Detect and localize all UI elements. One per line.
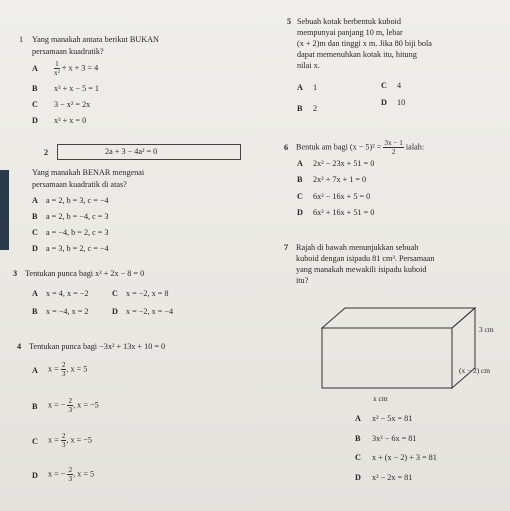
q4-c-rest: , x = −5 <box>66 435 93 445</box>
q1-stem-line2: persamaan kuadratik? <box>32 47 104 56</box>
q5-line2: mempunyai panjang 10 m, lebar <box>297 28 403 37</box>
q1-option-b-letter: B <box>32 84 38 93</box>
q7-option-d-letter: D <box>355 473 361 482</box>
q5-line4: dapat memenuhkan kotak itu, hitung <box>297 50 417 59</box>
q4-d-num: 2 <box>68 466 73 474</box>
q4-option-c: x = $\frac{2}{3}$ , x = −5 <box>48 432 93 449</box>
q2-stem-line1: Yang manakah BENAR mengenai <box>32 168 145 177</box>
q5-line5: nilai x. <box>297 61 320 70</box>
q2-option-a: a = 2, b = 3, c = −4 <box>46 196 109 205</box>
q4-stem: Tentukan punca bagi −3x² + 13x + 10 = 0 <box>29 342 166 351</box>
q3-option-c-letter: C <box>112 289 118 298</box>
q4-number: 4 <box>17 342 22 351</box>
q1-option-c: 3 − x² = 2x <box>54 100 91 109</box>
cuboid-top-face <box>322 308 475 328</box>
q3-option-b-letter: B <box>32 307 38 316</box>
q4-b-num: 2 <box>68 397 73 405</box>
q2-option-b-letter: B <box>32 212 38 221</box>
q7-option-a: x² − 5x = 81 <box>372 414 413 423</box>
q4-d-rest: , x = 5 <box>73 469 95 479</box>
q2-option-c: a = −4, b = 2, c = 3 <box>46 228 109 237</box>
q4-b-rest: , x = −5 <box>73 400 99 410</box>
q7-option-c-letter: C <box>355 453 361 462</box>
q7-option-c: x + (x − 2) + 3 = 81 <box>372 453 437 462</box>
q2-option-c-letter: C <box>32 228 38 237</box>
q1-a-den: x² <box>54 69 60 77</box>
cuboid-width-label: x cm <box>373 394 388 403</box>
q3-number: 3 <box>13 269 18 278</box>
q3-stem: Tentukan punca bagi x² + 2x − 8 = 0 <box>25 269 145 278</box>
q1-option-a <box>54 60 98 77</box>
q6-option-a-letter: A <box>297 159 303 168</box>
q6-option-c-letter: C <box>297 192 303 201</box>
q1-option-d: x³ + x = 0 <box>54 116 87 125</box>
q6-frac-num: 3x − 1 <box>384 139 403 147</box>
q4-a-rest: , x = 5 <box>66 364 88 374</box>
q6-option-a: 2x² − 23x + 51 = 0 <box>313 159 375 168</box>
q2-option-b: a = 2, b = −4, c = 3 <box>46 212 109 221</box>
q7-line2: kuboid dengan isipadu 81 cm³. Persamaan <box>296 254 435 263</box>
q1-a-num: 1 <box>55 60 59 68</box>
q2-option-d: a = 3, b = 2, c = −4 <box>46 244 109 253</box>
q2-stem-line2: persamaan kuadratik di atas? <box>32 180 127 189</box>
q6-number: 6 <box>284 143 289 152</box>
q5-option-d: 10 <box>397 98 406 107</box>
q5-option-c: 4 <box>397 81 402 90</box>
q6-stem-pre: Bentuk am bagi (x − 5)² = <box>296 142 382 152</box>
q4-c-num: 2 <box>61 432 66 440</box>
q4-a-num: 2 <box>61 361 66 369</box>
q5-option-a: 1 <box>313 83 318 92</box>
q5-option-d-letter: D <box>381 98 387 107</box>
q6-option-d-letter: D <box>297 208 303 217</box>
q6-option-b-letter: B <box>297 175 303 184</box>
q3-option-c: x = −2, x = 8 <box>126 289 169 298</box>
q6-option-d: 6x² + 16x + 51 = 0 <box>313 208 375 217</box>
q2-number: 2 <box>44 148 49 157</box>
q3-option-d-letter: D <box>112 307 118 316</box>
q6-stem-post: ialah: <box>405 142 425 152</box>
q4-option-c-letter: C <box>32 437 38 446</box>
q7-option-a-letter: A <box>355 414 361 423</box>
q3-option-b: x = −4, x = 2 <box>46 307 89 316</box>
q5-line3: (x + 2)m dan tinggi x m. Jika 80 biji bola <box>297 39 432 48</box>
q4-option-b: x = − $\frac{2}{3}$ , x = −5 <box>48 397 99 414</box>
q6-option-b: 2x² + 7x + 1 = 0 <box>313 175 367 184</box>
q4-a-den: 3 <box>61 370 66 378</box>
q1-option-c-letter: C <box>32 100 38 109</box>
q7-option-d: x² − 2x = 81 <box>372 473 413 482</box>
q7-option-b-letter: B <box>355 434 361 443</box>
q2-equation: 2a + 3 − 4a² = 0 <box>105 147 158 156</box>
q4-option-d-letter: D <box>32 471 38 480</box>
q6-frac-den: 2 <box>391 148 396 156</box>
q7-option-b: 3x² − 6x = 81 <box>372 434 417 443</box>
q5-line1: Sebuah kotak berbentuk kuboid <box>297 17 401 26</box>
q4-option-a-letter: A <box>32 366 38 375</box>
q1-option-d-letter: D <box>32 116 38 125</box>
q4-b-den: 3 <box>68 406 73 414</box>
q3-option-a-letter: A <box>32 289 38 298</box>
q5-number: 5 <box>287 17 292 26</box>
cuboid-height-label: 3 cm <box>479 325 494 334</box>
q7-line1: Rajah di bawah menunjukkan sebuah <box>296 243 419 252</box>
q7-line3: yang manakah mewakili isipadu kuboid <box>296 265 427 274</box>
cuboid-diagram <box>300 290 500 410</box>
cuboid-front-face <box>322 328 452 388</box>
q7-number: 7 <box>284 243 289 252</box>
q1-a-rest: + x + 3 = 4 <box>61 63 99 73</box>
q7-line4: itu? <box>296 276 309 285</box>
q1-option-b: x² + x − 5 = 1 <box>54 84 99 93</box>
q5-option-c-letter: C <box>381 81 387 90</box>
q6-option-c: 6x² − 16x + 5 = 0 <box>313 192 371 201</box>
q4-option-a: x = $\frac{2}{3}$ , x = 5 <box>48 361 88 378</box>
q5-option-b: 2 <box>313 104 318 113</box>
q4-option-b-letter: B <box>32 402 38 411</box>
binding-spine <box>0 170 9 250</box>
cuboid-side-face <box>452 308 475 388</box>
q1-stem-line1: Yang manakah antara berikut BUKAN <box>32 35 159 44</box>
q5-option-b-letter: B <box>297 104 303 113</box>
q2-option-a-letter: A <box>32 196 38 205</box>
q3-option-a: x = 4, x = −2 <box>46 289 89 298</box>
cuboid-depth-label: (x − 2) cm <box>459 366 491 375</box>
q6-stem <box>296 139 424 156</box>
q4-c-den: 3 <box>61 441 66 449</box>
q5-option-a-letter: A <box>297 83 303 92</box>
q4-d-den: 3 <box>68 475 73 483</box>
q1-option-a-letter: A <box>32 64 38 73</box>
q2-option-d-letter: D <box>32 244 38 253</box>
q1-number: 1 <box>19 35 24 44</box>
q4-option-d: x = − $\frac{2}{3}$ , x = 5 <box>48 466 95 483</box>
q3-option-d: x = −2, x = −4 <box>126 307 174 316</box>
